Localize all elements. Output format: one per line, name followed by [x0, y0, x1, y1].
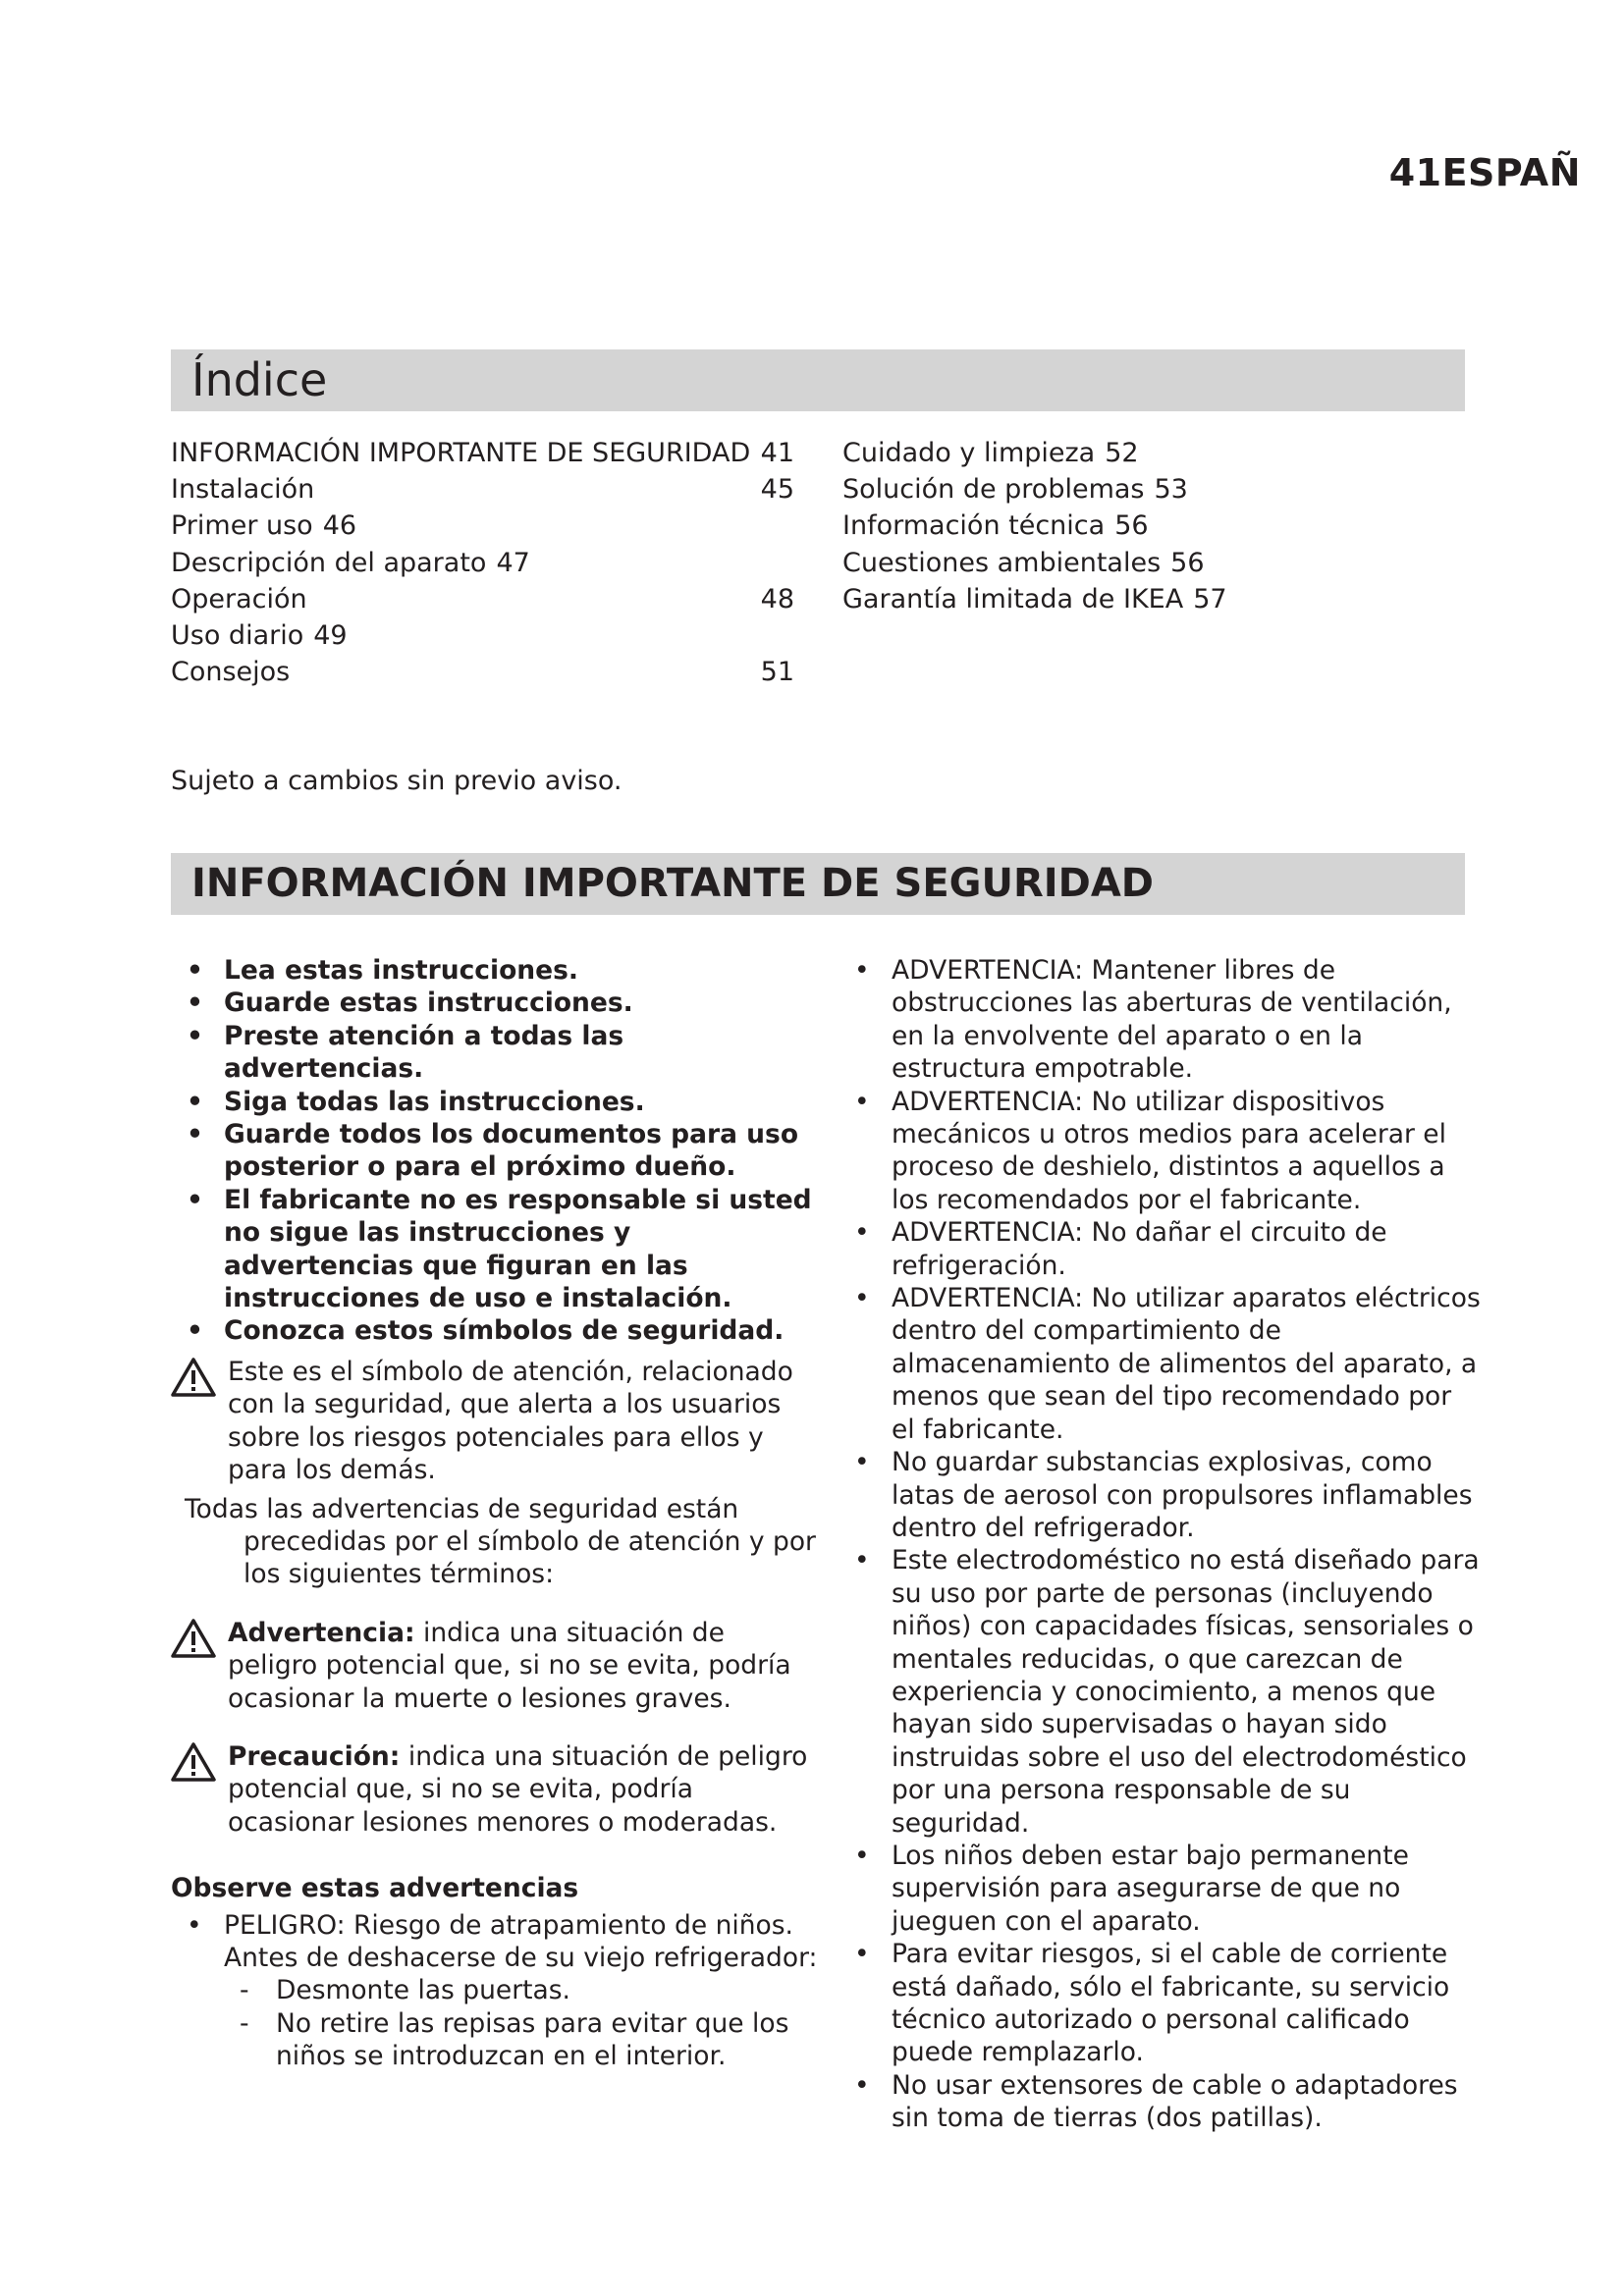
- caution-definition: [171, 1740, 819, 1839]
- safety-warning-bullet: [854, 954, 1483, 1086]
- bullet-dot: •: [187, 1315, 203, 1347]
- safety-warning-text: Este electrodoméstico no está diseñado para su uso por parte de personas (incluyendo niños) con capacidades físicas, sensoriales o mentales reducidas, o que carezcan de experiencia y conocimiento, a menos que hayan sido supervisadas o hayan sido instruidas sobre el uso del electrodoméstico por una persona responsable de su seguridad.: [892, 1545, 1480, 1839]
- safety-bold-bullet-text: Preste atención a todas las advertencias.: [224, 1020, 624, 1085]
- toc-entry-label: Consejos: [171, 657, 291, 688]
- danger-step: [171, 1974, 819, 2006]
- safety-warning-text: No usar extensores de cable o adaptadores sin toma de tierras (dos patillas).: [892, 2069, 1458, 2134]
- toc-entry: [171, 581, 794, 617]
- safety-warning-bullet: [854, 1840, 1483, 1938]
- bullet-dot: •: [187, 988, 203, 1019]
- index-title: Índice: [191, 353, 328, 406]
- safety-warning-text: ADVERTENCIA: No utilizar aparatos eléctricos dentro del compartimiento de almacenamiento de alimentos del aparato, a menos que sean del tipo recomendado por el fabricante.: [892, 1283, 1481, 1445]
- safety-warning-bullet: [854, 1938, 1483, 2069]
- toc-entry-label: Cuestiones ambientales: [842, 547, 1162, 578]
- caution-term: Precaución:: [228, 1740, 401, 1772]
- danger-step-text: Desmonte las puertas.: [276, 1975, 570, 2006]
- toc-entry: [842, 471, 1392, 507]
- toc-entry: [171, 654, 794, 690]
- toc-entry-page: 48: [760, 583, 794, 614]
- toc-entry-page: 57: [1193, 583, 1227, 614]
- toc-entry-page: 45: [760, 474, 794, 506]
- attention-symbol-text: Este es el símbolo de atención, relacionado con la seguridad, que alerta a los usuarios sobre los riesgos potenciales para ellos y para los demás.: [228, 1356, 793, 1486]
- bullet-dot: •: [187, 1119, 203, 1150]
- toc-entry-page: 41: [760, 438, 794, 468]
- caution-text: indica una situación de peligro potencial que, si no se evita, podría ocasionar lesiones menores o moderadas.: [228, 1740, 808, 1838]
- toc-entry: [171, 545, 794, 581]
- bullet-dot: •: [854, 1939, 870, 1970]
- toc-entry-label: Instalación: [171, 474, 315, 506]
- safety-bold-bullet-text: Guarde estas instrucciones.: [224, 988, 633, 1019]
- change-notice: Sujeto a cambios sin previo aviso.: [171, 766, 623, 796]
- bullet-dot: •: [854, 955, 870, 986]
- bullet-dot: •: [854, 1217, 870, 1249]
- safety-warning-text: Los niños deben estar bajo permanente supervisión para asegurarse de que no jueguen con el aparato.: [892, 1840, 1409, 1937]
- warning-triangle-icon: [171, 1619, 216, 1658]
- toc-entry-page: 46: [322, 510, 357, 542]
- safety-warning-bullet: [854, 1544, 1483, 1840]
- toc-entry-page: 56: [1114, 510, 1149, 542]
- safety-title: INFORMACIÓN IMPORTANTE DE SEGURIDAD: [191, 861, 1154, 906]
- safety-warning-text: Para evitar riesgos, si el cable de corriente está dañado, sólo el fabricante, su servicio técnico autorizado o personal calificado puede remplazarlo.: [892, 1939, 1450, 2068]
- safety-bold-bullet: [171, 954, 819, 987]
- safety-warning-text: ADVERTENCIA: No utilizar dispositivos mecánicos u otros medios para acelerar el proceso de deshielo, distintos a aquellos a los recomendados por el fabricante.: [892, 1086, 1446, 1215]
- safety-warning-text: ADVERTENCIA: Mantener libres de obstrucciones las aberturas de ventilación, en la envolvente del aparato o en la estructura empotrable.: [892, 955, 1452, 1085]
- toc-entry-label: Operación: [171, 583, 307, 614]
- bullet-dot: •: [854, 1283, 870, 1314]
- toc-entry: [842, 581, 1392, 617]
- safety-bold-bullet: [171, 1184, 819, 1315]
- safety-bold-bullet: [171, 1118, 819, 1184]
- danger-steps-list: [171, 1974, 819, 2072]
- warning-term: Advertencia:: [228, 1617, 415, 1648]
- toc-entry-page: 52: [1105, 438, 1139, 468]
- toc-entry-label: Cuidado y limpieza: [842, 438, 1096, 468]
- safety-bold-bullet-text: El fabricante no es responsable si usted no sigue las instrucciones y advertencias que figuran en las instrucciones de uso e instalación.: [224, 1184, 812, 1314]
- bold-bullet-list: [171, 954, 819, 1348]
- safety-warning-bullet: [854, 1216, 1483, 1282]
- bullet-dot: •: [187, 1184, 203, 1215]
- toc-entry: [171, 471, 794, 507]
- safety-bold-bullet: [171, 1020, 819, 1086]
- toc-entry: [171, 617, 794, 654]
- warning-triangle-icon: [171, 1742, 216, 1782]
- observe-heading: Observe estas advertencias: [171, 1873, 579, 1904]
- toc-entry-label: Uso diario: [171, 619, 304, 651]
- toc-entry-page: 51: [760, 657, 794, 688]
- toc-entry-page: 53: [1154, 474, 1188, 506]
- page-number-label: 41ESPAÑ: [1388, 151, 1581, 194]
- danger-bullet: • PELIGRO: Riesgo de atrapamiento de niños. Antes de deshacerse de su viejo refrigerador:: [187, 1909, 818, 1973]
- bullet-dot: •: [854, 1840, 870, 1871]
- warning-triangle-icon: [171, 1358, 216, 1397]
- safety-bold-bullet-text: Guarde todos los documentos para uso posterior o para el próximo dueño.: [224, 1119, 799, 1183]
- bullet-dot: •: [854, 2069, 870, 2101]
- index-heading-band: [171, 349, 1465, 411]
- bullet-dot: •: [854, 1447, 870, 1478]
- toc-right-column: [842, 435, 1392, 617]
- bullet-dot: •: [187, 1020, 203, 1051]
- safety-bold-bullet: [171, 1314, 819, 1347]
- warning-text: indica una situación de peligro potencial que, si no se evita, podría ocasionar la muerte o lesiones graves.: [228, 1617, 791, 1714]
- preceded-terms-text: Todas las advertencias de seguridad están precedidas por el símbolo de atención y por los siguientes términos:: [185, 1493, 816, 1590]
- toc-entry: [842, 507, 1392, 544]
- toc-entry-label: Solución de problemas: [842, 474, 1145, 506]
- safety-bold-bullet: [171, 1086, 819, 1118]
- toc-entry: [842, 435, 1392, 471]
- danger-step: [171, 2007, 819, 2073]
- attention-symbol-block: [171, 1356, 819, 1487]
- safety-warning-text: ADVERTENCIA: No dañar el circuito de refrigeración.: [892, 1217, 1387, 1281]
- danger-step-text: No retire las repisas para evitar que los niños se introduzcan en el interior.: [276, 2007, 789, 2072]
- toc-entry-page: 47: [496, 547, 530, 578]
- bullet-dot: •: [187, 955, 203, 986]
- toc-entry-page: 56: [1170, 547, 1205, 578]
- toc-entry-label: Primer uso: [171, 510, 313, 542]
- bullet-dot: •: [187, 1086, 203, 1117]
- dash-marker: -: [240, 1975, 249, 2006]
- warning-definition: [171, 1617, 819, 1715]
- toc-left-column: [171, 435, 794, 690]
- toc-entry-label: Información técnica: [842, 510, 1106, 542]
- toc-entry-label: Descripción del aparato: [171, 547, 487, 578]
- safety-bold-bullet-text: Lea estas instrucciones.: [224, 955, 578, 986]
- safety-left-column: [171, 954, 819, 2073]
- safety-heading-band: [171, 853, 1465, 915]
- toc-entry-page: 49: [313, 619, 348, 651]
- safety-warning-bullet: [854, 1282, 1483, 1446]
- safety-warning-text: No guardar substancias explosivas, como latas de aerosol con propulsores inflamables dentro del refrigerador.: [892, 1447, 1473, 1543]
- safety-warning-bullet: [854, 2069, 1483, 2135]
- bullet-dot: •: [854, 1545, 870, 1576]
- toc-entry: [842, 545, 1392, 581]
- dash-marker: -: [240, 2007, 249, 2039]
- safety-warning-bullet: [854, 1446, 1483, 1544]
- safety-bold-bullet: [171, 987, 819, 1019]
- toc-entry-label: Garantía limitada de IKEA: [842, 583, 1184, 614]
- safety-warning-bullet: [854, 1086, 1483, 1217]
- danger-text: PELIGRO: Riesgo de atrapamiento de niños. Antes de deshacerse de su viejo refrigerador:: [224, 1909, 818, 1973]
- toc-entry: [171, 507, 794, 544]
- safety-bold-bullet-text: Conozca estos símbolos de seguridad.: [224, 1315, 785, 1347]
- toc-entry: [171, 435, 794, 471]
- bullet-dot: •: [854, 1086, 870, 1117]
- toc-entry-label: INFORMACIÓN IMPORTANTE DE SEGURIDAD: [171, 438, 751, 468]
- safety-right-column: [854, 954, 1483, 2135]
- safety-bold-bullet-text: Siga todas las instrucciones.: [224, 1086, 645, 1117]
